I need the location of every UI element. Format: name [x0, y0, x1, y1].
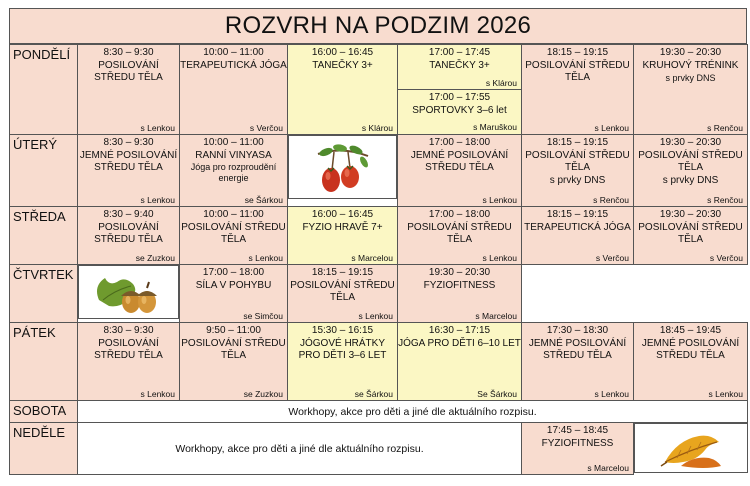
class-time: 17:00 – 18:00: [428, 137, 491, 148]
class-cell: [522, 423, 634, 475]
class-time: 17:00 – 18:00: [202, 267, 265, 278]
class-name: JEMNÉ POSILOVÁNÍ STŘEDU TĚLA: [410, 149, 509, 173]
class-time: 10:00 – 11:00: [203, 47, 264, 58]
class-cell: [398, 265, 522, 323]
class-time: 18:15 – 19:15: [546, 137, 609, 148]
class-instructor: s Maruškou: [473, 122, 517, 132]
class-cell: [522, 323, 634, 401]
class-name: POSILOVÁNÍ STŘEDU TĚLA: [638, 149, 743, 173]
class-time: 8:30 – 9:30: [103, 47, 154, 58]
class-time: 16:00 – 16:45: [311, 47, 374, 58]
schedule-sheet: [9, 8, 747, 482]
class-instructor: s Renčou: [593, 195, 629, 205]
class-cell: [288, 265, 398, 323]
class-time: 15:30 – 16:15: [311, 325, 374, 336]
autumn-leaf-icon: [659, 426, 723, 472]
sunday-note: Workhopy, akce pro děti a jiné dle aktuálního rozpisu.: [175, 442, 424, 455]
class-cell: [180, 265, 288, 323]
class-time: 17:45 – 18:45: [546, 425, 609, 436]
class-name: POSILOVÁNÍ STŘEDU TĚLA: [525, 149, 630, 173]
class-time: 19:30 – 20:30: [428, 267, 491, 278]
row-thursday: [10, 265, 748, 323]
class-subcell: [398, 45, 521, 90]
day-label-monday: PONDĚLÍ: [10, 45, 78, 135]
row-wednesday: [10, 207, 748, 265]
sunday-note-cell: [78, 423, 522, 475]
class-instructor: s Lenkou: [708, 389, 743, 399]
class-cell: [634, 323, 748, 401]
class-instructor: s Lenkou: [358, 311, 393, 321]
class-cell: [288, 45, 398, 135]
class-cell: [398, 207, 522, 265]
class-cell: [288, 323, 398, 401]
class-instructor: s Renčou: [707, 195, 743, 205]
class-cell: [288, 207, 398, 265]
class-name: POSILOVÁNÍ STŘEDU TĚLA: [407, 221, 512, 245]
class-name: SÍLA V POHYBU: [195, 279, 272, 291]
class-cell-split: [398, 45, 522, 135]
class-name: FYZIO HRAVĚ 7+: [302, 221, 383, 233]
day-label-wednesday: STŘEDA: [10, 207, 78, 265]
row-monday: [10, 45, 748, 135]
class-cell: [398, 135, 522, 207]
class-subcell: [398, 90, 521, 133]
saturday-note-cell: [78, 401, 748, 423]
class-name: JEMNÉ POSILOVÁNÍ STŘEDU TĚLA: [528, 337, 627, 361]
class-cell: [78, 45, 180, 135]
class-name: POSILOVÁNÍ STŘEDU TĚLA: [290, 279, 395, 303]
class-cell: [398, 323, 522, 401]
class-instructor: se Zuzkou: [243, 389, 283, 399]
day-label-saturday: SOBOTA: [10, 401, 78, 423]
class-time: 19:30 – 20:30: [659, 209, 722, 220]
class-cell: [634, 207, 748, 265]
class-name: JEMNÉ POSILOVÁNÍ STŘEDU TĚLA: [641, 337, 740, 361]
class-time: 18:15 – 19:15: [546, 47, 609, 58]
class-name: POSILOVÁNÍ STŘEDU TĚLA: [181, 221, 286, 245]
class-name: FYZIOFITNESS: [423, 279, 496, 291]
class-time: 19:30 – 20:30: [659, 137, 722, 148]
class-instructor: s Lenkou: [140, 195, 175, 205]
class-time: 9:50 – 11:00: [206, 325, 261, 336]
class-instructor: Se Šárkou: [477, 389, 517, 399]
class-instructor: se Simčou: [243, 311, 283, 321]
class-name: TERAPEUTICKÁ JÓGA: [180, 59, 287, 71]
class-name: POSILOVÁNÍ STŘEDU TĚLA: [94, 59, 163, 83]
class-extra: Jóga pro rozproudění energie: [190, 162, 277, 183]
class-instructor: s Klárou: [485, 78, 517, 88]
class-instructor: s Lenkou: [140, 389, 175, 399]
class-name: JEMNÉ POSILOVÁNÍ STŘEDU TĚLA: [79, 149, 178, 173]
class-time: 16:00 – 16:45: [311, 209, 374, 220]
class-cell: [522, 135, 634, 207]
class-cell: [78, 323, 180, 401]
class-instructor: s Verčou: [709, 253, 743, 263]
schedule-title: ROZVRH NA PODZIM 2026: [9, 8, 747, 44]
class-time: 10:00 – 11:00: [203, 209, 264, 220]
class-time: 18:45 – 19:45: [659, 325, 722, 336]
class-time: 18:15 – 19:15: [546, 209, 609, 220]
class-time: 17:30 – 18:30: [546, 325, 609, 336]
class-instructor: s Lenkou: [248, 253, 283, 263]
class-name: POSILOVÁNÍ STŘEDU TĚLA: [94, 221, 163, 245]
class-extra: s prvky DNS: [665, 73, 716, 83]
class-instructor: s Klárou: [361, 123, 393, 133]
class-instructor: s Marcelou: [587, 463, 629, 473]
class-cell: [78, 207, 180, 265]
class-name: JÓGA PRO DĚTI 6–10 LET: [398, 337, 521, 349]
class-name: POSILOVÁNÍ STŘEDU TĚLA: [94, 337, 163, 361]
class-name: JÓGOVÉ HRÁTKY PRO DĚTI 3–6 LET: [298, 337, 387, 361]
class-instructor: s Lenkou: [594, 389, 629, 399]
class-name: POSILOVÁNÍ STŘEDU TĚLA: [525, 59, 630, 83]
class-instructor: s Lenkou: [482, 253, 517, 263]
class-instructor: se Šárkou: [244, 195, 283, 205]
class-name: FYZIOFITNESS: [541, 437, 614, 449]
acorn-icon: [89, 270, 169, 318]
day-label-friday: PÁTEK: [10, 323, 78, 401]
class-instructor: s Verčou: [249, 123, 283, 133]
class-name: TERAPEUTICKÁ JÓGA: [524, 221, 631, 233]
class-instructor: se Šárkou: [354, 389, 393, 399]
class-cell: [522, 45, 634, 135]
class-instructor: se Zuzkou: [135, 253, 175, 263]
saturday-note: Workhopy, akce pro děti a jiné dle aktuálního rozpisu.: [288, 405, 537, 418]
class-cell: [634, 135, 748, 207]
class-time: 8:30 – 9:30: [103, 137, 154, 148]
class-name: POSILOVÁNÍ STŘEDU TĚLA: [638, 221, 743, 245]
class-cell: [180, 45, 288, 135]
class-time: 17:00 – 18:00: [428, 209, 491, 220]
class-name: POSILOVÁNÍ STŘEDU TĚLA: [181, 337, 286, 361]
class-time: 10:00 – 11:00: [203, 137, 264, 148]
class-instructor: s Lenkou: [482, 195, 517, 205]
class-time: 17:00 – 17:45: [428, 47, 491, 58]
class-cell: [634, 45, 748, 135]
class-instructor: s Marcelou: [351, 253, 393, 263]
class-instructor: s Lenkou: [140, 123, 175, 133]
class-cell: [78, 135, 180, 207]
row-friday: [10, 323, 748, 401]
class-name: SPORTOVKY 3–6 let: [412, 104, 507, 116]
decor-cell: [78, 265, 179, 319]
class-instructor: s Lenkou: [594, 123, 629, 133]
class-name: TANEČKY 3+: [312, 59, 373, 71]
row-saturday: [10, 401, 748, 423]
class-time: 8:30 – 9:30: [103, 325, 154, 336]
decor-cell: [634, 423, 748, 473]
class-time: 19:30 – 20:30: [659, 47, 722, 58]
class-cell: [180, 135, 288, 207]
class-extra: s prvky DNS: [549, 174, 606, 186]
class-time: 8:30 – 9:40: [103, 209, 154, 220]
class-instructor: s Renčou: [707, 123, 743, 133]
schedule-table: [9, 44, 748, 475]
row-tuesday: [10, 135, 748, 207]
class-extra: s prvky DNS: [662, 174, 719, 186]
rosehip-icon: [312, 142, 374, 198]
class-time: 17:00 – 17:55: [428, 92, 491, 103]
day-label-tuesday: ÚTERÝ: [10, 135, 78, 207]
day-label-sunday: NEDĚLE: [10, 423, 78, 475]
row-sunday: [10, 423, 748, 475]
class-instructor: s Marcelou: [475, 311, 517, 321]
class-instructor: s Verčou: [595, 253, 629, 263]
decor-cell: [288, 135, 397, 199]
class-time: 18:15 – 19:15: [311, 267, 374, 278]
class-name: KRUHOVÝ TRÉNINK: [642, 59, 739, 71]
day-label-thursday: ČTVRTEK: [10, 265, 78, 323]
class-cell: [180, 323, 288, 401]
class-name: RANNÍ VINYASA: [195, 149, 272, 161]
class-time: 16:30 – 17:15: [428, 325, 491, 336]
class-cell: [522, 207, 634, 265]
class-cell: [180, 207, 288, 265]
class-name: TANEČKY 3+: [429, 59, 490, 71]
